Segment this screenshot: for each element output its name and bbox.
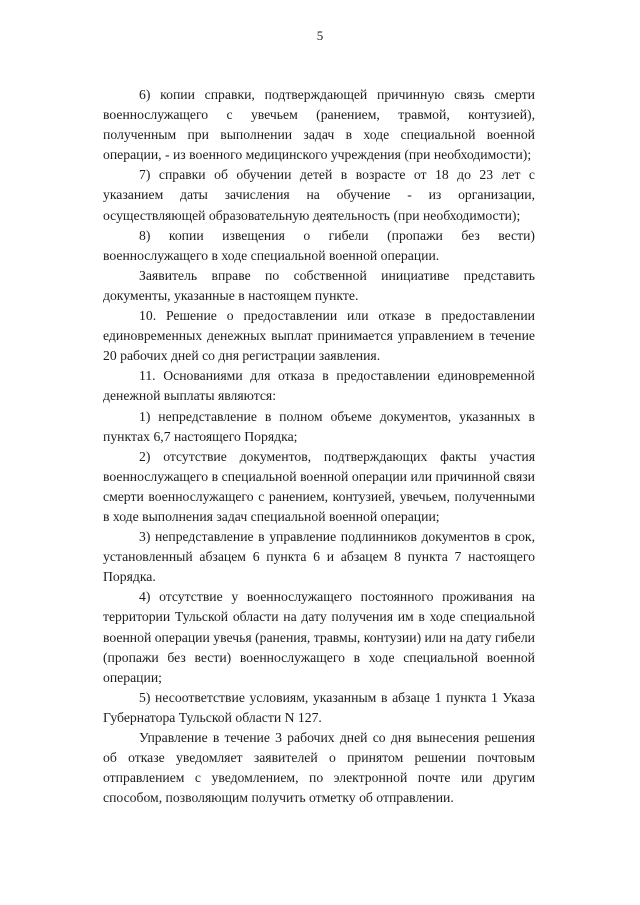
paragraph-clause-11: 11. Основаниями для отказа в предоставлении единовременной денежной выплаты являются: (103, 368, 535, 404)
paragraph-item-7: 7) справки об обучении детей в возрасте от 18 до 23 лет с указанием даты зачисления на обучение - из организации, осуществляющей образовательную деятельность (при необходимости); (103, 167, 535, 223)
document-body (103, 85, 535, 808)
paragraph-item-8: 8) копии извещения о гибели (пропажи без вести) военнослужащего в ходе специальной военной операции. (103, 227, 535, 263)
paragraph-refusal-2: 2) отсутствие документов, подтверждающих факты участия военнослужащего в специальной военной операции или причинной связи смерти военнослужащего с ранением, контузией, увечьем, полученными в ходе выполнения задач специальной военной операции; (103, 448, 535, 524)
paragraph-applicant-right: Заявитель вправе по собственной инициативе представить документы, указанные в настоящем пункте. (103, 267, 535, 303)
paragraph-notification: Управление в течение 3 рабочих дней со дня вынесения решения об отказе уведомляет заявителей о принятом решении почтовым отправлением с уведомлением, по электронной почте или другим способом, позволяющим получить отметку об отправлении. (103, 730, 535, 806)
paragraph-refusal-1: 1) непредставление в полном объеме документов, указанных в пунктах 6,7 настоящего Порядка; (103, 408, 535, 444)
paragraph-clause-10: 10. Решение о предоставлении или отказе в предоставлении единовременных денежных выплат принимается управлением в течение 20 рабочих дней со дня регистрации заявления. (103, 308, 535, 364)
page-number: 5 (316, 28, 324, 43)
paragraph-refusal-3: 3) непредставление в управление подлинников документов в срок, установленный абзацем 6 пункта 6 и абзацем 8 пункта 7 настоящего Порядка. (103, 529, 535, 585)
paragraph-refusal-5: 5) несоответствие условиям, указанным в абзаце 1 пункта 1 Указа Губернатора Тульской области N 127. (103, 689, 535, 725)
paragraph-item-6: 6) копии справки, подтверждающей причинную связь смерти военнослужащего с увечьем (ранением, травмой, контузией), полученным при выполнении задач в ходе специальной военной операции, - из военного медицинского учреждения (при необходимости); (103, 87, 535, 163)
paragraph-refusal-4: 4) отсутствие у военнослужащего постоянного проживания на территории Тульской области на дату получения им в ходе специальной военной операции увечья (ранения, травмы, контузии) или на дату гибели (пропажи без вести) военнослужащего в ходе специальной военной операции; (103, 589, 535, 685)
